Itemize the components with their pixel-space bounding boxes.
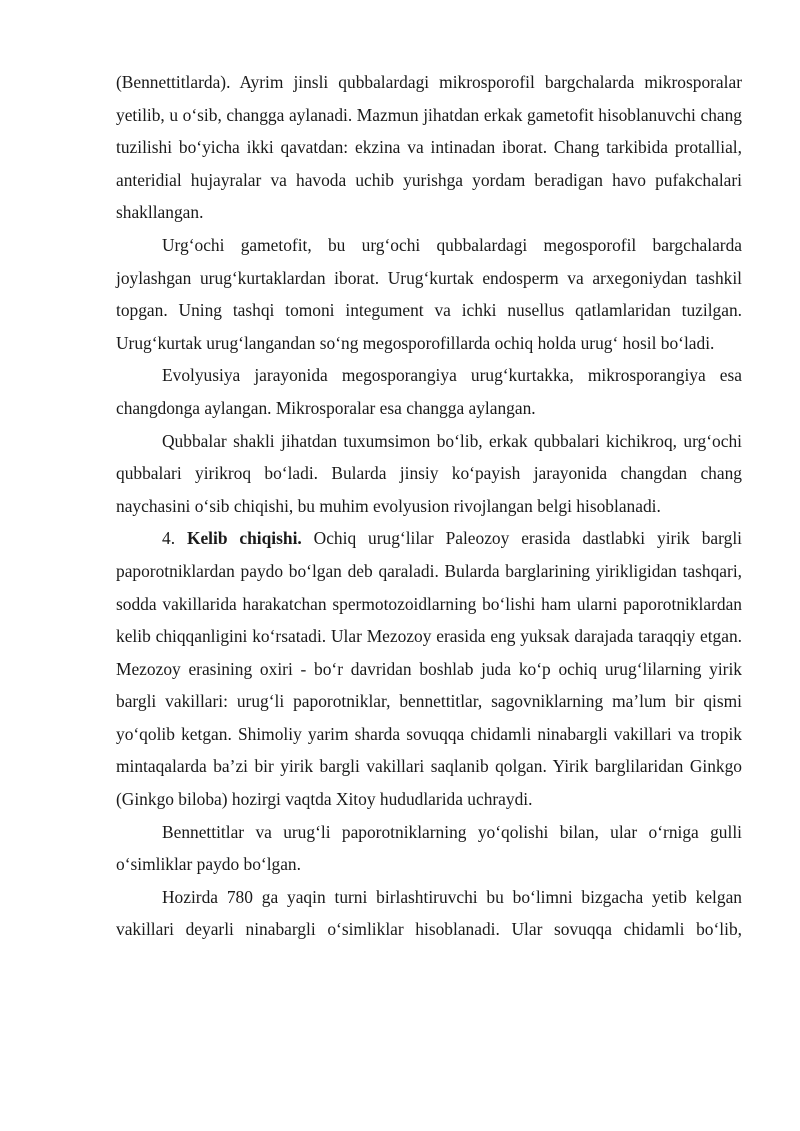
paragraph-extinction: Bennettitlar va urug‘li paporotniklarning yo‘qolishi bilan, ular o‘rniga gulli o‘simliklar paydo bo‘lgan. — [116, 821, 742, 875]
paragraph-current-species: Hozirda 780 ga yaqin turni birlashtiruvchi bu bo‘limni bizgacha yetib kelgan vakillari deyarli ninabargli o‘simliklar hisoblanadi. Ular sovuqqa chidamli bo‘lib, — [116, 886, 742, 940]
paragraph-evolution: Evolyusiya jarayonida megosporangiya urug‘kurtakka, mikrosporangiya esa changdonga aylangan. Mikrosporalar esa changga aylangan. — [116, 365, 742, 418]
paragraph-origin — [116, 522, 742, 815]
paragraph-bennettitlarda: (Bennettitlarda). Ayrim jinsli qubbalardagi mikrosporofil bargchalarda mikrosporalar yetilib, u o‘sib, changga aylanadi. Mazmun jihatdan erkak gametofit hisoblanuvchi chang tuzilishi bo‘yicha ikki qavatdan: ekzina va intinadan iborat. Chang tarkibida protallial, anteridial hujayralar va havoda uchib yurishga yordam beradigan havo pufakchalari shakllangan. — [116, 72, 742, 223]
section-heading: Kelib chiqishi. — [186, 528, 302, 549]
document-page — [116, 66, 742, 946]
section-body: Ochiq urug‘lilar Paleozoy erasida dastlabki yirik bargli paporotniklardan paydo bo‘lgan deb qaraladi. Bularda barglarining yirikligidan tashqari, sodda vakillarida harakatchan spermotozoidlarning bo‘lishi ham ularni paporotniklardan kelib chiqqanligini ko‘rsatadi. Ular Mezozoy erasida eng yuksak darajada taraqqiy etgan. Mezozoy erasining oxiri - bo‘r davridan boshlab juda ko‘p ochiq urug‘lilarning yirik bargli vakillari: urug‘li paporotniklar, bennettitlar, sagovniklarning ma’lum bir qismi yo‘qolib ketgan. Shimoliy yarim sharda sovuqqa chidamli ninabargli vakillari va tropik mintaqalarda ba’zi bir yirik bargli vakillari saqlanib qolgan. Yirik barglilaridan Ginkgo (Ginkgo biloba) hozirgi vaqtda Xitoy hududlarida uchraydi. — [116, 528, 742, 810]
section-number: 4. — [162, 528, 176, 549]
paragraph-female-gametophyte: Urg‘ochi gametofit, bu urg‘ochi qubbalardagi megosporofil bargchalarda joylashgan urug‘kurtaklardan iborat. Urug‘kurtak endosperm va arxegoniydan tashkil topgan. Uning tashqi tomoni integument va ichki nusellus qatlamlaridan tuzilgan. Urug‘kurtak urug‘langandan so‘ng megosporofillarda ochiq holda urug‘ hosil bo‘ladi. — [116, 234, 742, 353]
paragraph-cones-shape: Qubbalar shakli jihatdan tuxumsimon bo‘lib, erkak qubbalari kichikroq, urg‘ochi qubbalari yirikroq bo‘ladi. Bularda jinsiy ko‘payish jarayonida changdan chang naychasini o‘sib chiqishi, bu muhim evolyusion rivojlangan belgi hisoblanadi. — [116, 430, 742, 516]
